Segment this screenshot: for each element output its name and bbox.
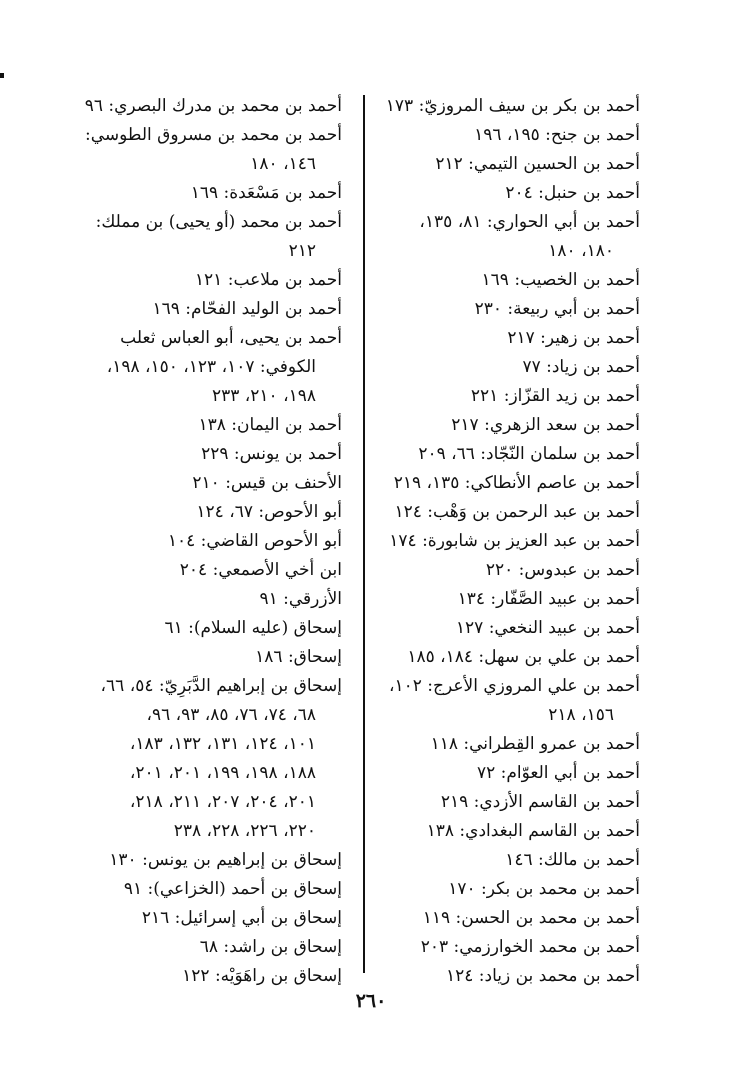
- index-entry: أحمد بن جنح: ١٩٥، ١٩٦: [474, 125, 640, 145]
- index-entry: أحمد بن عبيد الصَّفّار: ١٣٤: [457, 589, 640, 609]
- index-entry: أحمد بن مَسْعَدة: ١٦٩: [190, 183, 342, 203]
- index-entry: أحمد بن الوليد الفحّام: ١٦٩: [152, 299, 342, 319]
- index-entry-continuation: ٢٠١، ٢٠٤، ٢٠٧، ٢١١، ٢١٨،: [129, 792, 316, 812]
- index-entry: أحمد بن الخصيب: ١٦٩: [481, 270, 640, 290]
- index-entry: أحمد بن علي بن سهل: ١٨٤، ١٨٥: [407, 647, 640, 667]
- index-entry: أحمد بن يحيى، أبو العباس ثعلب: [120, 328, 342, 348]
- index-entry: أحمد بن ملاعب: ١٢١: [194, 270, 342, 290]
- column-divider: [363, 95, 365, 973]
- index-entry: أحمد بن زياد: ٧٧: [522, 357, 640, 377]
- index-entry: أحمد بن محمد بن مسروق الطوسي:: [84, 125, 342, 145]
- index-entry: إسحاق بن راشد: ٦٨: [199, 937, 342, 957]
- index-entry: أحمد بن عبدوس: ٢٢٠: [485, 560, 640, 580]
- index-entry: أحمد بن سلمان النّجّاد: ٦٦، ٢٠٩: [418, 444, 640, 464]
- index-entry-continuation: ١٩٨، ٢١٠، ٢٣٣: [212, 386, 316, 406]
- index-entry-continuation: ١٤٦، ١٨٠: [250, 154, 316, 174]
- index-entry: أحمد بن محمد بن زياد: ١٢٤: [445, 966, 640, 986]
- index-entry: أحمد بن زيد القزّاز: ٢٢١: [470, 386, 640, 406]
- index-column-left: [80, 92, 342, 991]
- index-entry-continuation: ١٠١، ١٢٤، ١٣١، ١٣٢، ١٨٣،: [129, 734, 316, 754]
- index-entry: أحمد بن أبي ربيعة: ٢٣٠: [474, 299, 640, 319]
- index-entry: إسحاق بن إبراهيم بن يونس: ١٣٠: [109, 850, 342, 870]
- index-entry: الأحنف بن قيس: ٢١٠: [192, 473, 342, 493]
- index-entry: أحمد بن عبد الرحمن بن وَهْب: ١٢٤: [394, 502, 640, 522]
- index-entry: إسحاق: ١٨٦: [255, 647, 342, 667]
- index-entry: أحمد بن الحسين التيمي: ٢١٢: [435, 154, 640, 174]
- index-entry: أحمد بن محمد الخوارزمي: ٢٠٣: [420, 937, 640, 957]
- index-entry: أحمد بن أبي العوّام: ٧٢: [476, 763, 640, 783]
- index-entry: أحمد بن عاصم الأنطاكي: ١٣٥، ٢١٩: [393, 473, 640, 493]
- index-entry: أحمد بن عمرو القِطراني: ١١٨: [430, 734, 640, 754]
- index-entry: أحمد بن بكر بن سيف المروزيّ: ١٧٣: [385, 96, 640, 116]
- index-entry: أحمد بن محمد بن مدرك البصري: ٩٦: [84, 96, 342, 116]
- index-entry: أبو الأحوص القاضي: ١٠٤: [167, 531, 342, 551]
- index-entry: أحمد بن القاسم البغدادي: ١٣٨: [426, 821, 640, 841]
- index-entry: أبو الأحوص: ٦٧، ١٢٤: [196, 502, 342, 522]
- index-entry: أحمد بن محمد بن بكر: ١٧٠: [448, 879, 640, 899]
- index-entry: إسحاق بن أبي إسرائيل: ٢١٦: [141, 908, 342, 928]
- index-entry: أحمد بن القاسم الأزدي: ٢١٩: [440, 792, 640, 812]
- index-entry: أحمد بن محمد بن الحسن: ١١٩: [422, 908, 640, 928]
- index-entry: أحمد بن حنبل: ٢٠٤: [505, 183, 640, 203]
- index-entry: أحمد بن علي المروزي الأعرج: ١٠٢،: [388, 676, 640, 696]
- index-entry: الأزرقي: ٩١: [259, 589, 342, 609]
- index-entry-continuation: ٢١٢: [288, 241, 316, 261]
- index-entry-continuation: ٦٨، ٧٤، ٧٦، ٨٥، ٩٣، ٩٦،: [146, 705, 316, 725]
- index-entry: أحمد بن محمد (أو يحيى) بن مملك:: [95, 212, 342, 232]
- index-entry: أحمد بن أبي الحواري: ٨١، ١٣٥،: [419, 212, 640, 232]
- margin-mark: [0, 73, 4, 78]
- index-entry: أحمد بن يونس: ٢٢٩: [201, 444, 342, 464]
- index-entry: إسحاق بن راهَوَيْه: ١٢٢: [182, 966, 342, 986]
- index-entry: إسحاق بن إبراهيم الدَّبَرِيّ: ٥٤، ٦٦،: [100, 676, 342, 696]
- index-entry: أحمد بن زهير: ٢١٧: [507, 328, 640, 348]
- index-entry: أحمد بن مالك: ١٤٦: [505, 850, 640, 870]
- index-entry: أحمد بن عبد العزيز بن شابورة: ١٧٤: [389, 531, 640, 551]
- index-entry: إسحاق (عليه السلام): ٦١: [164, 618, 342, 638]
- index-entry-continuation: ١٨٨، ١٩٨، ١٩٩، ٢٠١، ٢٠١،: [129, 763, 316, 783]
- index-entry-continuation: ١٥٦، ٢١٨: [548, 705, 614, 725]
- page-number: ٢٦٠: [355, 990, 387, 1012]
- index-entry-continuation: ١٨٠، ١٨٠: [548, 241, 614, 261]
- index-entry: أحمد بن اليمان: ١٣٨: [198, 415, 342, 435]
- index-entry-continuation: ٢٢٠، ٢٢٦، ٢٢٨، ٢٣٨: [173, 821, 316, 841]
- index-entry: إسحاق بن أحمد (الخزاعي): ٩١: [123, 879, 342, 899]
- index-column-right: [372, 92, 640, 991]
- index-entry-continuation: الكوفي: ١٠٧، ١٢٣، ١٥٠، ١٩٨،: [106, 357, 316, 377]
- index-entry: أحمد بن سعد الزهري: ٢١٧: [451, 415, 640, 435]
- index-entry: أحمد بن عبيد النخعي: ١٢٧: [455, 618, 640, 638]
- index-entry: ابن أخي الأصمعي: ٢٠٤: [179, 560, 342, 580]
